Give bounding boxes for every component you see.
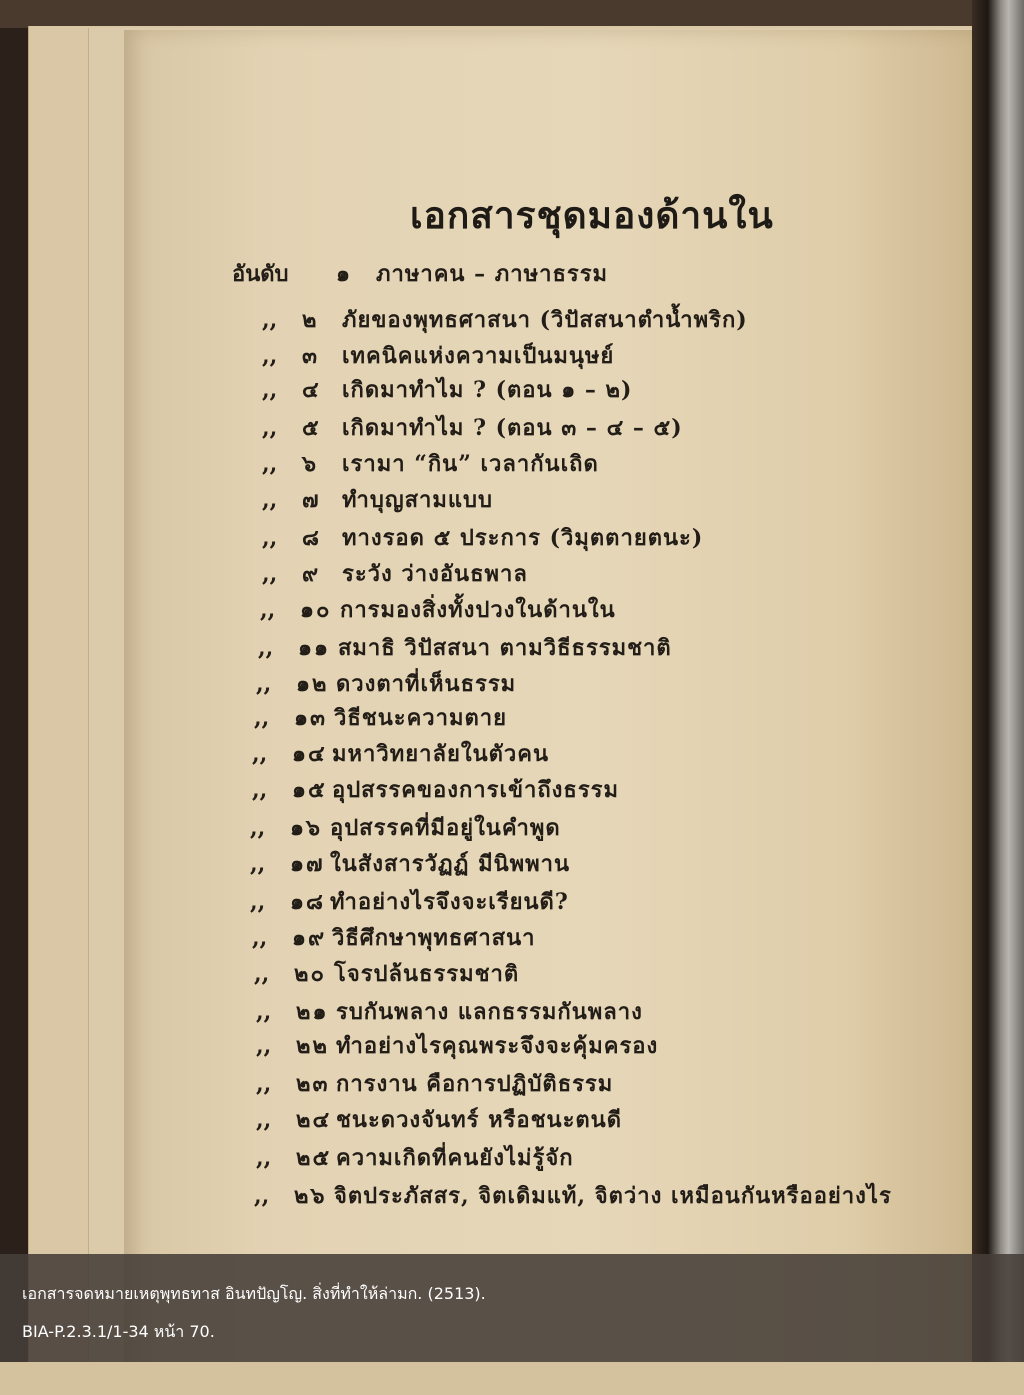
toc-entry — [262, 412, 683, 444]
toc-entry — [254, 958, 519, 990]
toc-entry-title: มหาวิทยาลัยในตัวคน — [332, 741, 550, 767]
toc-entry — [254, 1180, 892, 1212]
toc-entry-ditto-mark: ,, — [256, 1071, 272, 1097]
toc-entry-number: ๑๒ — [296, 671, 329, 697]
toc-entry-ditto-mark: ,, — [258, 635, 274, 661]
scan-bottom-border — [0, 1362, 1024, 1395]
toc-entry-number: ๑ — [336, 261, 352, 287]
toc-entry-number: ๑๙ — [292, 925, 327, 951]
toc-entry-number: ๑๑ — [298, 635, 330, 661]
toc-entry-ditto-mark: ,, — [256, 671, 272, 697]
toc-entry — [262, 340, 614, 372]
toc-entry-ditto-mark: ,, — [256, 1145, 272, 1171]
toc-entry-ditto-mark: ,, — [252, 741, 268, 767]
toc-entry-ditto-mark: ,, — [256, 1107, 272, 1133]
caption-citation: เอกสารจดหมายเหตุพุทธทาส อินทปัญโญ. สิ่งที่ทำให้ล่ามก. (2513). — [22, 1284, 486, 1303]
toc-entry — [252, 738, 549, 770]
toc-entry-ditto-mark: ,, — [256, 999, 272, 1025]
toc-entry — [232, 258, 608, 290]
toc-entry-number: ๗ — [302, 487, 321, 513]
toc-entry-ditto-mark: ,, — [262, 561, 278, 587]
toc-entry-ditto-mark: ,, — [254, 705, 270, 731]
toc-entry-number: ๒๒ — [296, 1033, 330, 1059]
toc-entry-number: ๒ — [302, 307, 319, 333]
toc-entry-number: ๙ — [302, 561, 321, 587]
toc-entry-ditto-mark: ,, — [262, 487, 278, 513]
toc-entry — [262, 374, 632, 406]
toc-entry-title: วิธีชนะความตาย — [334, 705, 508, 731]
toc-entry-ditto-mark: ,, — [250, 889, 266, 915]
toc-entry-number: ๘ — [302, 525, 321, 551]
toc-entry-number: ๑๘ — [290, 889, 325, 915]
toc-entry-title: อุปสรรคที่มีอยู่ในคำพูด — [330, 815, 561, 841]
toc-entry — [250, 848, 570, 880]
toc-entry — [256, 1030, 658, 1062]
toc-entry-title: การงาน คือการปฏิบัติธรรม — [336, 1071, 614, 1097]
toc-entry-title: รบกันพลาง แลกธรรมกันพลาง — [336, 999, 643, 1025]
toc-entry — [262, 484, 493, 516]
toc-entry — [256, 668, 516, 700]
toc-entry-number: ๑๔ — [292, 741, 327, 767]
toc-entry-number: ๒๕ — [296, 1145, 332, 1171]
image-caption — [0, 1254, 1024, 1362]
toc-entry — [252, 774, 619, 806]
toc-entry-ditto-mark: ,, — [252, 777, 268, 803]
toc-entry-number: ๑๐ — [300, 597, 332, 623]
toc-entry-title: ทำอย่างไรคุณพระจึงจะคุ้มครอง — [336, 1033, 659, 1059]
toc-entry-number: ๑๗ — [290, 851, 325, 877]
toc-entry-title: อุปสรรคของการเข้าถึงธรรม — [332, 777, 619, 803]
toc-entry-title: เกิดมาทำไม ? (ตอน ๓ – ๔ – ๕) — [342, 415, 683, 441]
toc-entry-title: เทคนิคแห่งความเป็นมนุษย์ — [342, 343, 615, 369]
toc-entry-number: ๑๕ — [292, 777, 327, 803]
toc-entry-number: ๕ — [302, 415, 321, 441]
toc-entry-title: เกิดมาทำไม ? (ตอน ๑ – ๒) — [342, 377, 633, 403]
toc-entry-title: ระวัง ว่างอันธพาล — [342, 561, 528, 587]
toc-entry-title: ทางรอด ๕ ประการ (วิมุตตายตนะ) — [342, 525, 704, 551]
toc-entry-ditto-mark: ,, — [262, 307, 278, 333]
toc-entry-title: สมาธิ วิปัสสนา ตามวิธีธรรมชาติ — [338, 635, 672, 661]
toc-entry-ditto-mark: ,, — [252, 925, 268, 951]
toc-entry — [252, 922, 536, 954]
toc-entry-ditto-mark: ,, — [256, 1033, 272, 1059]
toc-entry-ditto-mark: ,, — [262, 451, 278, 477]
toc-entry — [256, 1068, 613, 1100]
toc-entry-title: ดวงตาที่เห็นธรรม — [336, 671, 517, 697]
toc-entry-title: วิธีศึกษาพุทธศาสนา — [332, 925, 536, 951]
toc-entry-number: ๒๔ — [296, 1107, 332, 1133]
toc-entry-ditto-mark: ,, — [262, 343, 278, 369]
toc-entry — [250, 812, 561, 844]
page-title: เอกสารชุดมองด้านใน — [410, 193, 774, 237]
toc-entry — [260, 594, 616, 626]
toc-entry-ditto-mark: ,, — [250, 815, 266, 841]
toc-entry-number: ๓ — [302, 343, 320, 369]
toc-entry-title: ความเกิดที่คนยังไม่รู้จัก — [336, 1145, 574, 1171]
toc-entry-ditto-mark: ,, — [262, 377, 278, 403]
toc-entry — [254, 702, 507, 734]
toc-entry-number: ๔ — [302, 377, 321, 403]
toc-entry-ditto-mark: ,, — [262, 415, 278, 441]
toc-entry — [262, 558, 528, 590]
toc-entry-title: โจรปล้นธรรมชาติ — [334, 961, 520, 987]
toc-entry-number: ๒๐ — [294, 961, 326, 987]
toc-entry-title: ชนะดวงจันทร์ หรือชนะตนดี — [336, 1107, 623, 1133]
toc-entry-ditto-mark: ,, — [250, 851, 266, 877]
toc-entry-title: เรามา “กิน” เวลากันเถิด — [342, 451, 599, 477]
toc-entry-title: ในสังสารวัฏฏ์ มีนิพพาน — [330, 851, 571, 877]
toc-entry-title: ภาษาคน – ภาษาธรรม — [376, 261, 609, 287]
toc-entry-ditto-mark: ,, — [254, 961, 270, 987]
toc-entry — [250, 886, 569, 918]
toc-entry — [258, 632, 672, 664]
toc-entry-title: ทำบุญสามแบบ — [342, 487, 493, 513]
toc-entry-ditto-mark: ,, — [260, 597, 276, 623]
toc-entry-ditto-mark: ,, — [262, 525, 278, 551]
toc-entry-number: ๖ — [302, 451, 318, 477]
toc-entry — [256, 1104, 622, 1136]
toc-entry-title: จิตประภัสสร, จิตเดิมแท้, จิตว่าง เหมือนกันหรืออย่างไร — [334, 1183, 892, 1209]
toc-entry-number: ๑๖ — [290, 815, 322, 841]
toc-entry — [262, 522, 703, 554]
toc-entry-ditto-mark: ,, — [254, 1183, 270, 1209]
toc-entry-number: ๒๑ — [296, 999, 329, 1025]
toc-entry — [256, 996, 643, 1028]
toc-entry — [256, 1142, 574, 1174]
toc-entry-number: ๒๖ — [294, 1183, 327, 1209]
toc-entry — [262, 304, 748, 336]
toc-entry-number: ๒๓ — [296, 1071, 330, 1097]
toc-entry-title: ภัยของพุทธศาสนา (วิปัสสนาตำน้ำพริก) — [342, 307, 748, 333]
toc-entry — [262, 448, 599, 480]
caption-reference: BIA-P.2.3.1/1-34 หน้า 70. — [22, 1322, 215, 1341]
toc-entry-title: ทำอย่างไรจึงจะเรียนดี? — [330, 889, 569, 915]
toc-entry-prefix: อันดับ — [232, 261, 289, 287]
toc-entry-title: การมองสิ่งทั้งปวงในด้านใน — [340, 597, 616, 623]
toc-entry-number: ๑๓ — [294, 705, 328, 731]
